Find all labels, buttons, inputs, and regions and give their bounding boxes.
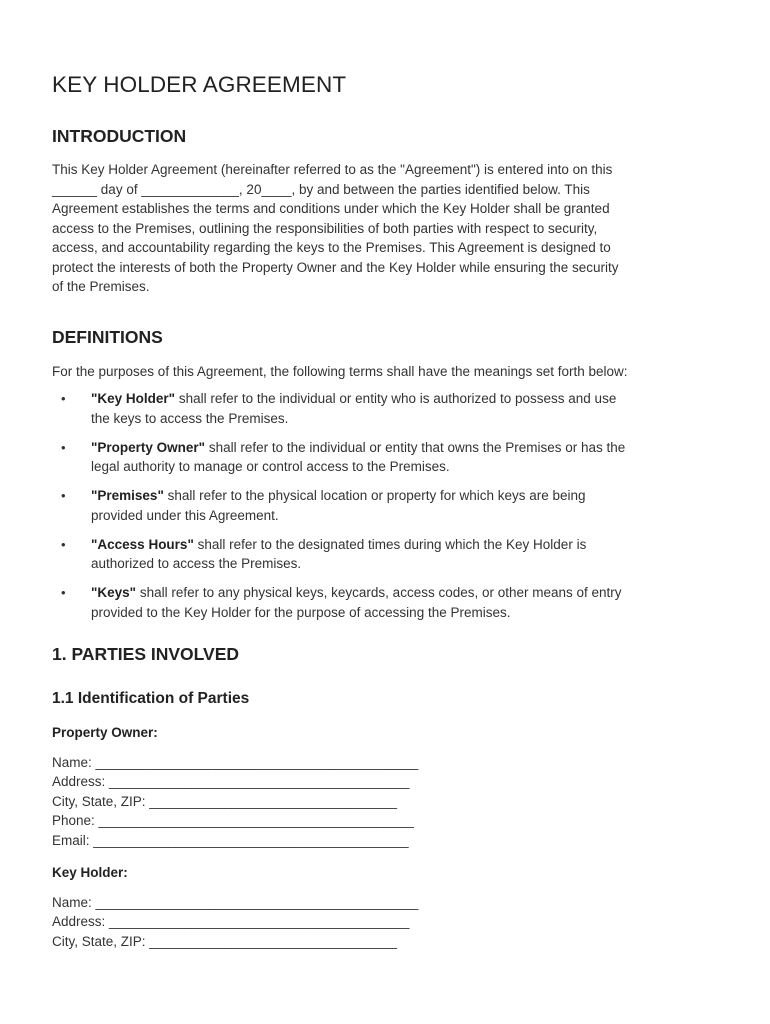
introduction-line: This Key Holder Agreement (hereinafter referred to as the "Agreement") is entered into on this (52, 162, 613, 177)
definition-text: provided under this Agreement. (91, 507, 279, 523)
definition-term: "Key Holder" (91, 391, 176, 406)
owner-address-field[interactable]: Address: ________________________________________ (52, 774, 410, 789)
holder-name-field[interactable]: Name: ___________________________________________ (52, 894, 419, 910)
definition-text: shall refer to the physical location or property for which keys are being (163, 488, 586, 503)
property-owner-heading: Property Owner: (52, 725, 158, 740)
holder-address-field[interactable]: Address: ________________________________________ (52, 914, 410, 929)
bullet-icon: • (61, 391, 66, 406)
definition-item (52, 486, 718, 525)
holder-city-state-zip-field[interactable]: City, State, ZIP: _________________________________ (52, 933, 398, 949)
definitions-heading: DEFINITIONS (52, 326, 163, 347)
definition-text: provided to the Key Holder for the purpose of accessing the Premises. (91, 604, 511, 620)
parties-heading: 1. PARTIES INVOLVED (52, 644, 240, 664)
property-owner-fields (52, 753, 718, 851)
key-holder-fields (52, 893, 718, 952)
introduction-paragraph (52, 160, 718, 297)
introduction-line: of the Premises. (52, 279, 150, 294)
definition-text: shall refer to any physical keys, keycards, access codes, or other means of entry (136, 585, 622, 600)
bullet-icon: • (61, 585, 66, 600)
definition-item (52, 535, 718, 574)
definition-item (52, 389, 718, 428)
introduction-heading: INTRODUCTION (52, 126, 187, 146)
introduction-line: ______ day of _____________, 20____, by and between the parties identified below. This (52, 181, 590, 197)
definition-term: "Premises" (91, 488, 164, 503)
introduction-line: Agreement establishes the terms and conditions under which the Key Holder shall be granted (52, 201, 610, 216)
bullet-icon: • (61, 439, 66, 455)
definitions-intro: For the purposes of this Agreement, the following terms shall have the meanings set forth below: (52, 363, 628, 379)
document-page (52, 70, 718, 951)
bullet-icon: • (61, 536, 66, 552)
owner-city-state-zip-field[interactable]: City, State, ZIP: _________________________________ (52, 793, 398, 809)
definition-term: "Access Hours" (91, 536, 194, 552)
definition-item (52, 438, 718, 477)
definition-term: "Property Owner" (91, 439, 206, 455)
definition-text: shall refer to the designated times during which the Key Holder is (193, 536, 587, 552)
owner-name-field[interactable]: Name: ___________________________________________ (52, 754, 419, 770)
bullet-icon: • (61, 488, 66, 503)
definition-text: legal authority to manage or control access to the Premises. (91, 459, 450, 474)
definition-text: authorized to access the Premises. (91, 556, 302, 571)
definitions-list (52, 389, 718, 622)
document-title: KEY HOLDER AGREEMENT (52, 72, 347, 97)
identification-heading: 1.1 Identification of Parties (52, 690, 250, 707)
introduction-line: access, and accountability regarding the keys to the Premises. This Agreement is designed to (52, 240, 611, 255)
introduction-line: access to the Premises, outlining the responsibilities of both parties with respect to security, (52, 220, 598, 236)
definition-item (52, 583, 718, 622)
definition-text: the keys to access the Premises. (91, 410, 289, 426)
definition-text: shall refer to the individual or entity that owns the Premises or has the (205, 439, 626, 455)
definition-text: shall refer to the individual or entity who is authorized to possess and use (175, 391, 617, 406)
owner-email-field[interactable]: Email: __________________________________________ (52, 832, 409, 848)
key-holder-heading: Key Holder: (52, 865, 128, 880)
definition-term: "Keys" (91, 585, 137, 600)
introduction-line: protect the interests of both the Property Owner and the Key Holder while ensuring the security (52, 259, 619, 275)
owner-phone-field[interactable]: Phone: __________________________________________ (52, 813, 414, 828)
